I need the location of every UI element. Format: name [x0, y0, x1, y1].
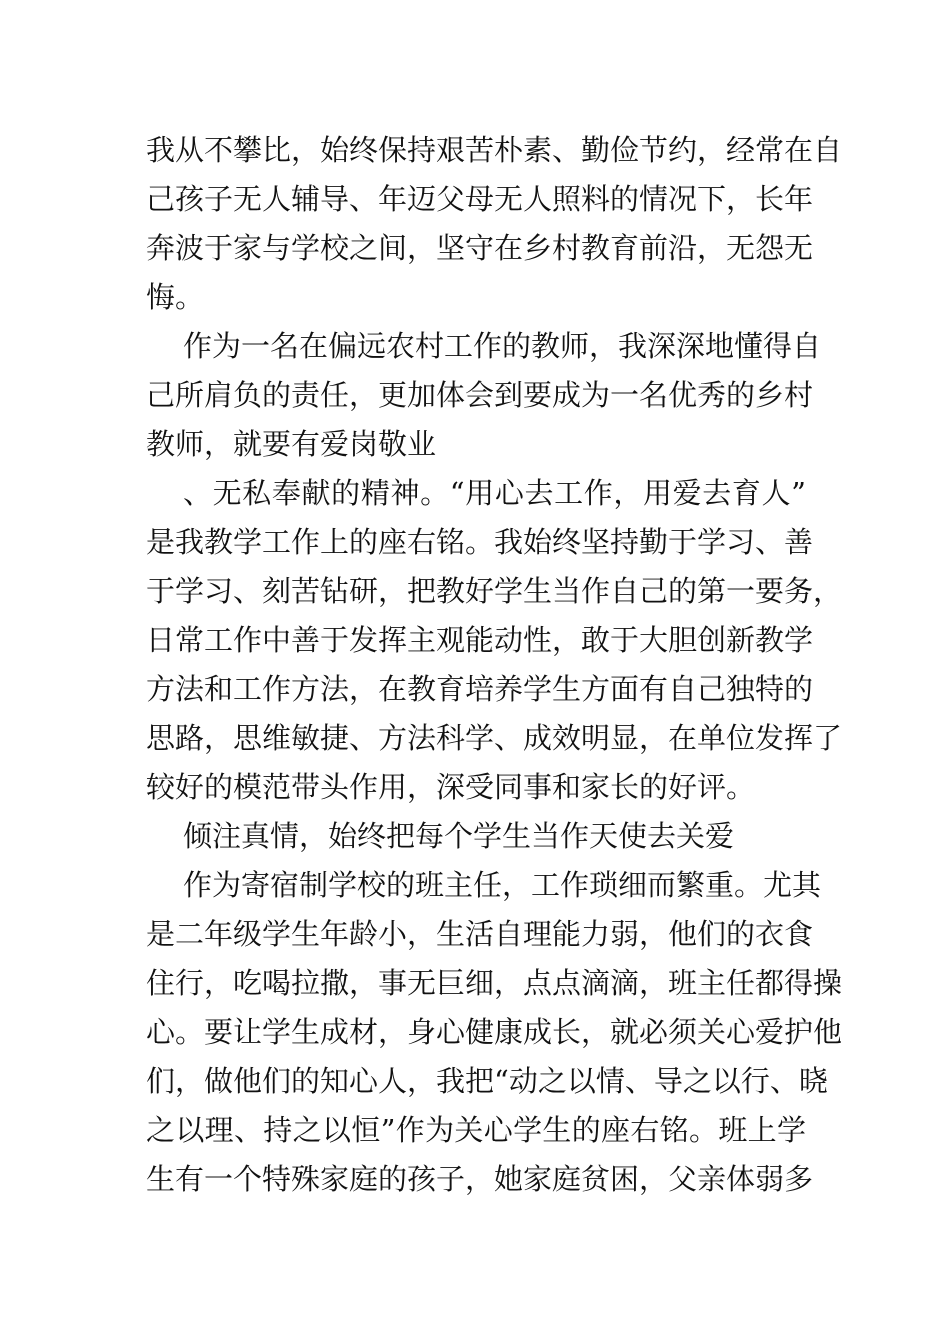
text-line: 方法和工作方法，在教育培养学生方面有自己独特的: [146, 672, 814, 706]
text-line: 己所肩负的责任，更加体会到要成为一名优秀的乡村: [146, 378, 814, 412]
body-text: [146, 126, 843, 1204]
text-line: 心。要让学生成材，身心健康成长，就必须关心爱护他: [146, 1015, 843, 1049]
text-line: 我从不攀比，始终保持艰苦朴素、勤俭节约，经常在自: [146, 133, 843, 167]
text-line: 日常工作中善于发挥主观能动性，敢于大胆创新教学: [146, 623, 814, 657]
text-line: 于学习、刻苦钻研，把教好学生当作自己的第一要务，: [146, 574, 843, 608]
text-line: 奔波于家与学校之间，坚守在乡村教育前沿，无怨无: [146, 231, 814, 265]
text-line: 己孩子无人辅导、年迈父母无人照料的情况下，长年: [146, 182, 814, 216]
text-line: 之以理、持之以恒”作为关心学生的座右铭。班上学: [146, 1113, 806, 1147]
text-line: 作为一名在偏远农村工作的教师，我深深地懂得自: [183, 329, 822, 363]
text-line: 生有一个特殊家庭的孩子，她家庭贫困，父亲体弱多: [146, 1162, 814, 1196]
text-line: 教师，就要有爱岗敬业: [146, 427, 437, 461]
text-line: 思路，思维敏捷、方法科学、成效明显，在单位发挥了: [146, 721, 843, 755]
text-line: 们，做他们的知心人，我把“动之以情、导之以行、晓: [146, 1064, 828, 1098]
text-line: 、无私奉献的精神。“用心去工作，用爱去育人”: [183, 476, 806, 510]
text-line: 是二年级学生年龄小，生活自理能力弱，他们的衣食: [146, 917, 814, 951]
text-line: 悔。: [146, 280, 205, 314]
text-line: 作为寄宿制学校的班主任，工作琐细而繁重。尤其: [183, 868, 822, 902]
section-heading: 倾注真情，始终把每个学生当作天使去关爱: [183, 819, 735, 853]
text-line: 较好的模范带头作用，深受同事和家长的好评。: [146, 770, 756, 804]
text-line: 是我教学工作上的座右铭。我始终坚持勤于学习、善: [146, 525, 814, 559]
text-line: 住行，吃喝拉撒，事无巨细，点点滴滴，班主任都得操: [146, 966, 843, 1000]
